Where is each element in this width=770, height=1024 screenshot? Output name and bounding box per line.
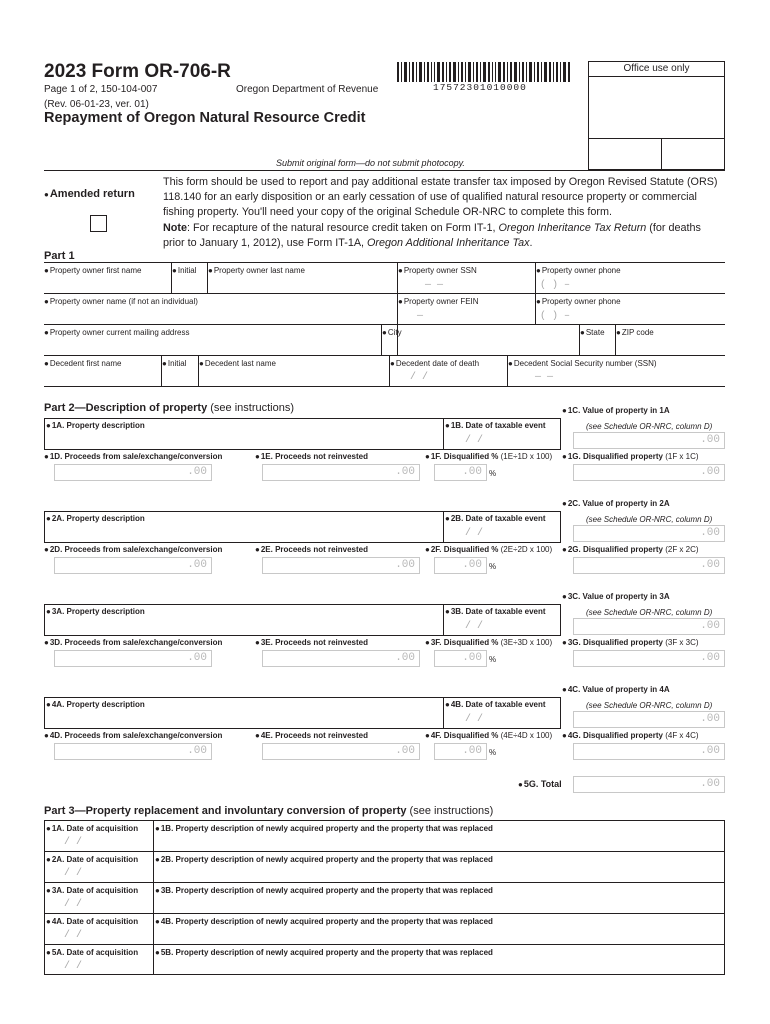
barcode-image — [397, 62, 573, 82]
owner-ssn-label: ● Property owner SSN — [398, 266, 477, 275]
proceeds-label: ● 2D. Proceeds from sale/exchange/conversion — [44, 545, 222, 554]
date-of-taxable-event-label: ● 2B. Date of taxable event — [445, 514, 546, 523]
property-description-input[interactable] — [54, 710, 439, 726]
value-of-property-label: ● 1C. Value of property in 1A — [562, 406, 670, 415]
disqualified-pct-label: ● 1F. Disqualified % (1E÷1D x 100) — [425, 452, 552, 461]
percent-sign: % — [489, 469, 497, 478]
owner-fein-input[interactable]: — — [417, 311, 424, 322]
replacement-property-description-input[interactable] — [158, 866, 718, 880]
see-schedule-note: (see Schedule OR-NRC, column D) — [586, 701, 713, 710]
disqualified-pct-input[interactable]: .00 — [434, 650, 487, 667]
owner-phone2-label: ● Property owner phone — [536, 297, 621, 306]
disqualified-property-label: ● 3G. Disqualified property (3F x 3C) — [562, 638, 699, 647]
total-label: ● 5G. Total — [518, 779, 562, 789]
proceeds-label: ● 4D. Proceeds from sale/exchange/conversion — [44, 731, 222, 740]
proceeds-input[interactable]: .00 — [54, 557, 212, 574]
date-of-acquisition-input[interactable]: / / — [64, 961, 83, 972]
department: Oregon Department of Revenue — [236, 84, 379, 95]
owner-phone-label: ● Property owner phone — [536, 266, 621, 275]
see-schedule-note: (see Schedule OR-NRC, column D) — [586, 608, 713, 617]
owner-phone2-input[interactable]: ( ) – — [540, 311, 571, 322]
disqualified-property-input[interactable]: .00 — [573, 557, 725, 574]
city-label: ● City — [382, 328, 402, 337]
replacement-property-description-input[interactable] — [158, 835, 718, 849]
date-of-acquisition-input[interactable]: / / — [64, 837, 83, 848]
amended-return-checkbox[interactable] — [90, 215, 107, 232]
replacement-property-description-label: ● 5B. Property description of newly acquired property and the property that was replaced — [155, 948, 493, 957]
date-of-acquisition-label: ● 5A. Date of acquisition — [46, 948, 138, 957]
value-of-property-input[interactable]: .00 — [573, 432, 725, 449]
disqualified-property-input[interactable]: .00 — [573, 650, 725, 667]
part2-heading: Part 2—Description of property (see instructions) — [44, 402, 295, 414]
property-description-label: ● 3A. Property description — [46, 607, 145, 616]
replacement-property-description-label: ● 3B. Property description of newly acquired property and the property that was replaced — [155, 886, 493, 895]
see-schedule-note: (see Schedule OR-NRC, column D) — [586, 422, 713, 431]
replacement-property-description-input[interactable] — [158, 959, 718, 973]
date-of-taxable-event-input[interactable]: / / — [465, 528, 484, 539]
date-of-acquisition-label: ● 2A. Date of acquisition — [46, 855, 138, 864]
decedent-dod-label: ● Decedent date of death — [390, 359, 479, 368]
proceeds-not-reinvested-input[interactable]: .00 — [262, 557, 420, 574]
value-of-property-label: ● 4C. Value of property in 4A — [562, 685, 670, 694]
owner-first-name-label: ● Property owner first name — [44, 266, 141, 275]
percent-sign: % — [489, 655, 497, 664]
decedent-last-name-label: ● Decedent last name — [199, 359, 276, 368]
barcode-number: 17572301010000 — [433, 82, 527, 93]
owner-last-name-label: ● Property owner last name — [208, 266, 305, 275]
replacement-property-description-input[interactable] — [158, 897, 718, 911]
revision: (Rev. 06-01-23, ver. 01) — [44, 99, 149, 110]
form-subtitle: Repayment of Oregon Natural Resource Credit — [44, 110, 366, 126]
disqualified-pct-input[interactable]: .00 — [434, 557, 487, 574]
property-description-label: ● 4A. Property description — [46, 700, 145, 709]
proceeds-not-reinvested-label: ● 3E. Proceeds not reinvested — [255, 638, 368, 647]
value-of-property-input[interactable]: .00 — [573, 525, 725, 542]
proceeds-label: ● 3D. Proceeds from sale/exchange/conversion — [44, 638, 222, 647]
owner-ssn-input[interactable]: — — — [425, 280, 444, 291]
date-of-taxable-event-label: ● 1B. Date of taxable event — [445, 421, 546, 430]
value-of-property-label: ● 3C. Value of property in 3A — [562, 592, 670, 601]
disqualified-property-input[interactable]: .00 — [573, 743, 725, 760]
disqualified-property-label: ● 4G. Disqualified property (4F x 4C) — [562, 731, 699, 740]
percent-sign: % — [489, 562, 497, 571]
date-of-acquisition-input[interactable]: / / — [64, 930, 83, 941]
disqualified-pct-label: ● 2F. Disqualified % (2E÷2D x 100) — [425, 545, 552, 554]
proceeds-not-reinvested-label: ● 4E. Proceeds not reinvested — [255, 731, 368, 740]
decedent-first-name-label: ● Decedent first name — [44, 359, 121, 368]
proceeds-input[interactable]: .00 — [54, 743, 212, 760]
replacement-property-description-label: ● 2B. Property description of newly acquired property and the property that was replaced — [155, 855, 493, 864]
intro-text: This form should be used to report and pay additional estate transfer tax imposed by Oregon Revised Statute (ORS) 118.140 for an early disposition or an early cessation of use of qualified natural resource property or commercial fishing property. You'll need your copy of the original Schedule OR-NRC to complete this form. Note: For recapture of the natural resource credit taken on Form IT-1, Oregon Inheritance Tax Return (for deaths prior to January 1, 2012), use Form IT-1A, Oregon Additional Inheritance Tax. — [163, 176, 718, 249]
value-of-property-label: ● 2C. Value of property in 2A — [562, 499, 670, 508]
amended-return-label: ● Amended return — [44, 188, 135, 200]
see-schedule-note: (see Schedule OR-NRC, column D) — [586, 515, 713, 524]
date-of-acquisition-label: ● 4A. Date of acquisition — [46, 917, 138, 926]
property-description-label: ● 1A. Property description — [46, 421, 145, 430]
disqualified-property-label: ● 2G. Disqualified property (2F x 2C) — [562, 545, 699, 554]
proceeds-not-reinvested-input[interactable]: .00 — [262, 464, 420, 481]
zip-label: ● ZIP code — [616, 328, 654, 337]
disqualified-property-label: ● 1G. Disqualified property (1F x 1C) — [562, 452, 699, 461]
disqualified-pct-label: ● 4F. Disqualified % (4E÷4D x 100) — [425, 731, 552, 740]
replacement-property-description-label: ● 1B. Property description of newly acquired property and the property that was replaced — [155, 824, 493, 833]
page-info: Page 1 of 2, 150-104-007 — [44, 84, 158, 95]
state-label: ● State — [580, 328, 605, 337]
property-description-label: ● 2A. Property description — [46, 514, 145, 523]
proceeds-label: ● 1D. Proceeds from sale/exchange/conversion — [44, 452, 222, 461]
date-of-acquisition-label: ● 3A. Date of acquisition — [46, 886, 138, 895]
owner-initial-label: ● Initial — [172, 266, 197, 275]
submit-note: Submit original form—do not submit photocopy. — [276, 158, 465, 168]
disqualified-property-input[interactable]: .00 — [573, 464, 725, 481]
proceeds-input[interactable]: .00 — [54, 650, 212, 667]
mailing-address-label: ● Property owner current mailing address — [44, 328, 189, 337]
decedent-dod-input[interactable]: / / — [410, 372, 429, 383]
replacement-property-description-label: ● 4B. Property description of newly acquired property and the property that was replaced — [155, 917, 493, 926]
proceeds-not-reinvested-label: ● 2E. Proceeds not reinvested — [255, 545, 368, 554]
date-of-acquisition-label: ● 1A. Date of acquisition — [46, 824, 138, 833]
decedent-initial-label: ● Initial — [162, 359, 187, 368]
value-of-property-input[interactable]: .00 — [573, 711, 725, 728]
property-description-input[interactable] — [54, 524, 439, 540]
owner-org-name-label: ● Property owner name (if not an individual) — [44, 297, 198, 306]
part1-heading: Part 1 — [44, 250, 75, 262]
total-input[interactable]: .00 — [573, 776, 725, 793]
disqualified-pct-input[interactable]: .00 — [434, 464, 487, 481]
date-of-taxable-event-label: ● 3B. Date of taxable event — [445, 607, 546, 616]
proceeds-not-reinvested-input[interactable]: .00 — [262, 650, 420, 667]
part3-heading: Part 3—Property replacement and involuntary conversion of property (see instructions) — [44, 805, 494, 817]
date-of-taxable-event-input[interactable]: / / — [465, 621, 484, 632]
value-of-property-input[interactable]: .00 — [573, 618, 725, 635]
property-description-input[interactable] — [54, 617, 439, 633]
disqualified-pct-label: ● 3F. Disqualified % (3E÷3D x 100) — [425, 638, 552, 647]
proceeds-not-reinvested-label: ● 1E. Proceeds not reinvested — [255, 452, 368, 461]
date-of-taxable-event-input[interactable]: / / — [465, 714, 484, 725]
property-description-input[interactable] — [54, 431, 439, 447]
date-of-taxable-event-input[interactable]: / / — [465, 435, 484, 446]
date-of-taxable-event-label: ● 4B. Date of taxable event — [445, 700, 546, 709]
date-of-acquisition-input[interactable]: / / — [64, 868, 83, 879]
form-title: 2023 Form OR-706-R — [44, 61, 231, 82]
office-use-label: Office use only — [623, 63, 690, 74]
owner-phone-input[interactable]: ( ) – — [540, 280, 571, 291]
disqualified-pct-input[interactable]: .00 — [434, 743, 487, 760]
office-use-box — [588, 61, 725, 170]
proceeds-input[interactable]: .00 — [54, 464, 212, 481]
percent-sign: % — [489, 748, 497, 757]
owner-fein-label: ● Property owner FEIN — [398, 297, 479, 306]
decedent-ssn-label: ● Decedent Social Security number (SSN) — [508, 359, 657, 368]
proceeds-not-reinvested-input[interactable]: .00 — [262, 743, 420, 760]
date-of-acquisition-input[interactable]: / / — [64, 899, 83, 910]
replacement-property-description-input[interactable] — [158, 928, 718, 942]
decedent-ssn-input[interactable]: — — — [535, 372, 554, 383]
